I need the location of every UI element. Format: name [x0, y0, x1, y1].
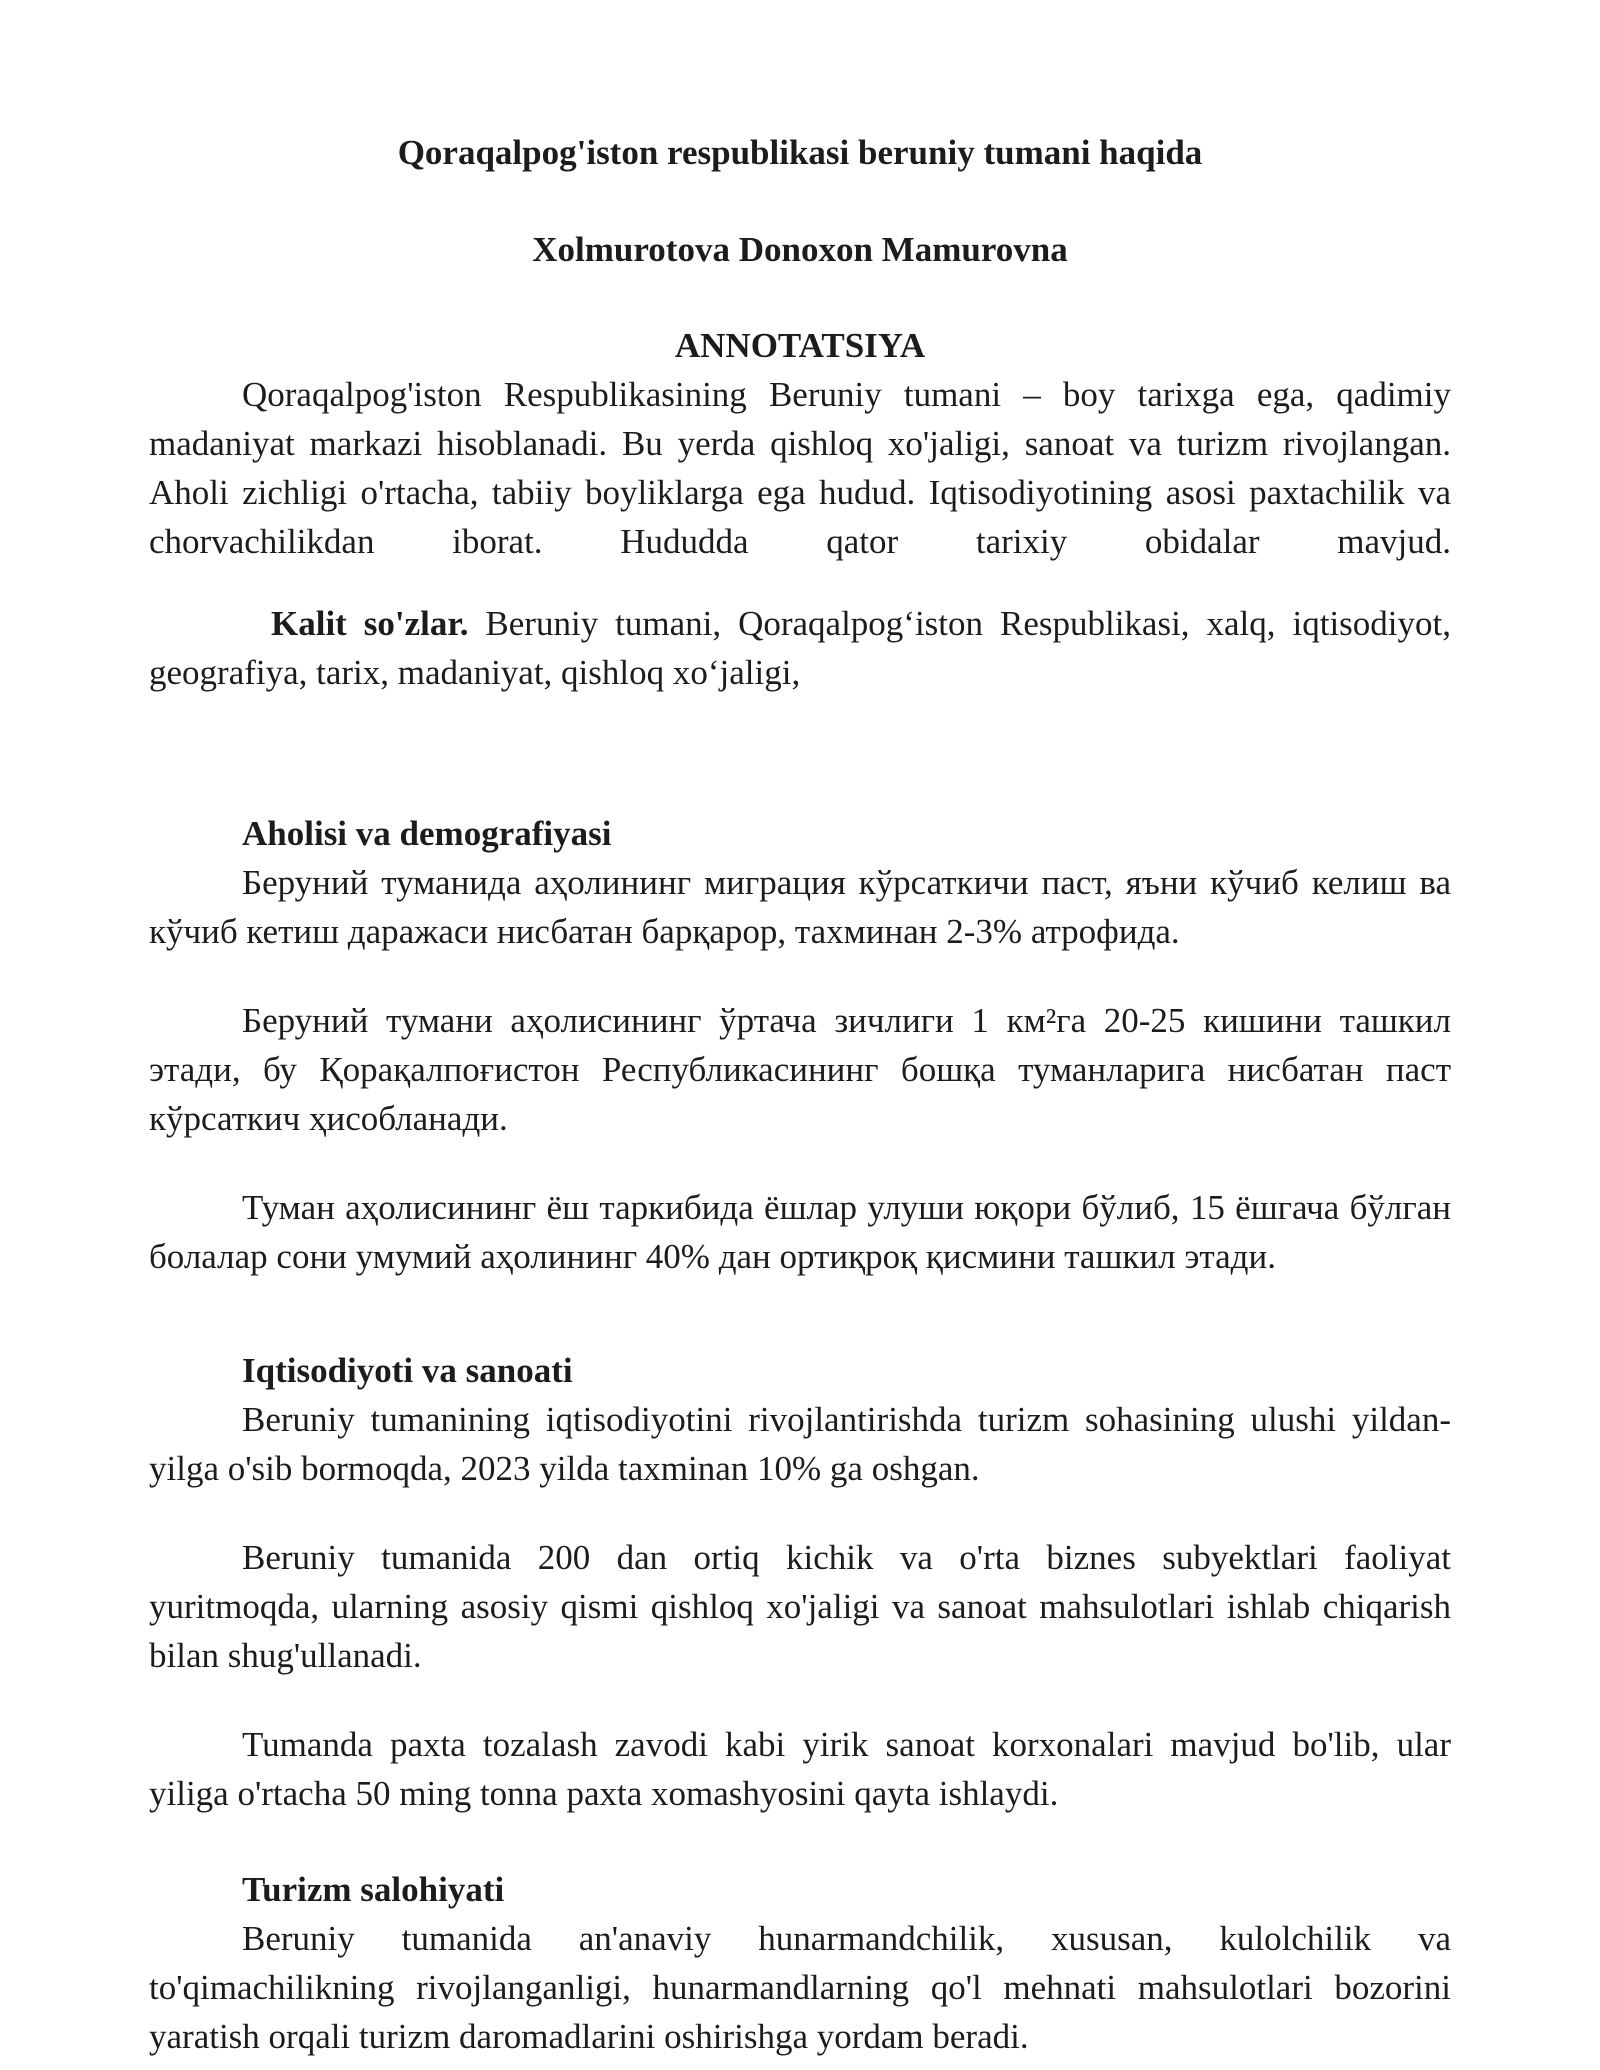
section-paragraph: Tumanda paxta tozalash zavodi kabi yirik sanoat korxonalari mavjud bo'lib, ular yiliga o'rtacha 50 ming tonna paxta xomashyosini qayta ishlaydi.: [149, 1725, 1451, 1813]
section-paragraph: Туман аҳолисининг ёш таркибида ёшлар улуши юқори бўлиб, 15 ёшгача бўлган болалар сони умумий аҳолининг 40% дан ортиқроқ қисмини ташкил этади.: [149, 1188, 1451, 1276]
document-title: Qoraqalpog'iston respublikasi beruniy tumani haqida: [397, 133, 1203, 172]
section-paragraph: Беруний тумани аҳолисининг ўртача зичлиги 1 км²га 20-25 кишини ташкил этади, бу Қорақалпоғистон Республикасининг бошқа туманларига нисбатан паст кўрсаткич ҳисобланади.: [149, 1001, 1451, 1138]
abstract-paragraph: Qoraqalpog'iston Respublikasining Beruniy tumani – boy tarixga ega, qadimiy madaniyat markazi hisoblanadi. Bu yerda qishloq xo'jaligi, sanoat va turizm rivojlangan. Aholi zichligi o'rtacha, tabiiy boyliklarga ega hudud. Iqtisodiyotining asosi paxtachilik va chorvachilikdan iborat. Hududda qator tarixiy obidalar mavjud.: [149, 375, 1451, 561]
section-heading-tourism: Turizm salohiyati: [242, 1870, 505, 1909]
section-paragraph: Beruniy tumanida 200 dan ortiq kichik va o'rta biznes subyektlari faoliyat yuritmoqda, ularning asosiy qismi qishloq xo'jaligi va sanoat mahsulotlari ishlab chiqarish bilan shug'ullanadi.: [149, 1538, 1451, 1675]
section-paragraph: Beruniy tumanida an'anaviy hunarmandchilik, xususan, kulolchilik va to'qimachilikning rivojlanganligi, hunarmandlarning qo'l mehnati mahsulotlari bozorini yaratish orqali turizm daromadlarini oshirishga yordam beradi.: [149, 1919, 1451, 2056]
section-heading-economy: Iqtisodiyoti va sanoati: [242, 1351, 573, 1390]
keywords-paragraph: [149, 599, 1451, 697]
keywords-label: Kalit so'zlar.: [271, 604, 469, 643]
author-name: Xolmurotova Donoxon Mamurovna: [532, 230, 1068, 269]
section-paragraph: Beruniy tumanining iqtisodiyotini rivojlantirishda turizm sohasining ulushi yildan-yilga o'sib bormoqda, 2023 yilda taxminan 10% ga oshgan.: [149, 1400, 1451, 1488]
abstract-heading: ANNOTATSIYA: [674, 326, 926, 365]
section-paragraph: Беруний туманида аҳолининг миграция кўрсаткичи паст, яъни кўчиб келиш ва кўчиб кетиш даражаси нисбатан барқарор, тахминан 2-3% атрофида.: [149, 863, 1451, 951]
section-heading-demography: Aholisi va demografiyasi: [242, 814, 612, 853]
keywords-list: Beruniy tumani, Qoraqalpog‘iston Respublikasi, xalq, iqtisodiyot, geografiya, tarix, madaniyat, qishloq xo‘jaligi,: [149, 604, 1451, 692]
